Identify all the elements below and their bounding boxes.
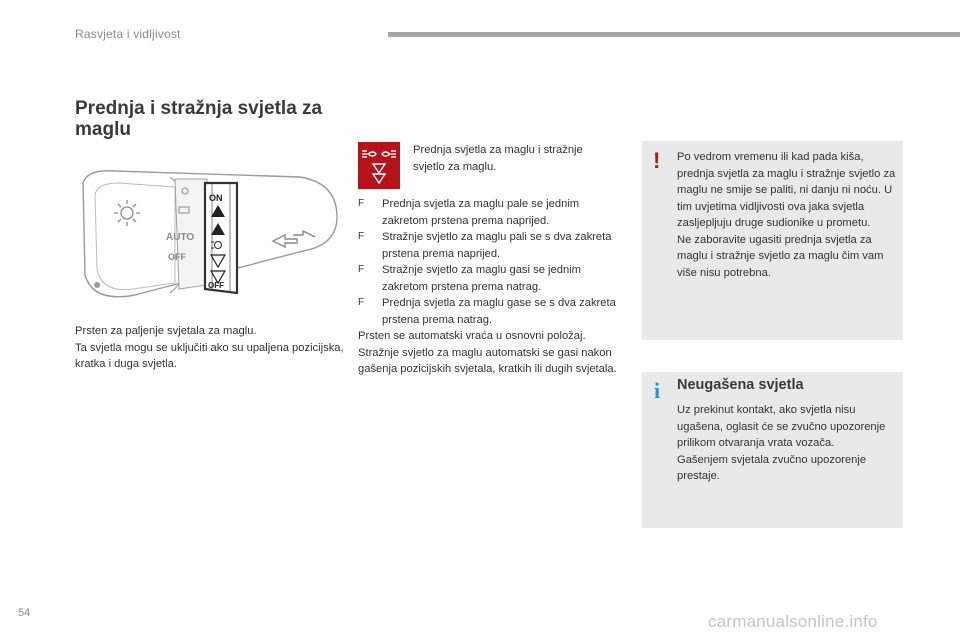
list-item: F Stražnje svjetlo za maglu pali se s dva zakreta prstena prema naprijed.: [358, 231, 612, 260]
chapter-title: Rasvjeta i vidljivost: [75, 27, 181, 41]
light-icon: [114, 200, 140, 226]
ring-label-off-left: OFF: [168, 252, 186, 262]
caption-line: Prsten za paljenje svjetala za maglu.: [75, 325, 257, 337]
page-number: 54: [18, 607, 31, 619]
list-item: F Prednja svjetla za maglu pale se jednim zakretom prstena prema naprijed.: [358, 198, 580, 227]
light-stalk-illustration: [75, 165, 340, 305]
warning-paragraph: Ne zaboravite ugasiti prednja svjetla za maglu i stražnje svjetlo za maglu čim vam više nisu potrebna.: [677, 233, 884, 279]
warning-paragraph: Po vedrom vremenu ili kad pada kiša, prednja svjetla za maglu i stražnje svjetlo za maglu ne smije se paliti, ni danju ni noću. U tim uvjetima vidljivosti ova jaka svjetla zasljepljuju druge sudionike u prometu.: [677, 151, 896, 229]
bullet-icon: F: [358, 264, 365, 275]
section-title: Prednja i stražnja svjetla za maglu: [75, 98, 323, 140]
illustration-caption: [75, 323, 345, 373]
light-stalk-drawing: [75, 165, 340, 305]
direction-arrows-icon: [273, 231, 315, 247]
ring-label-auto: AUTO: [166, 232, 195, 243]
info-icon: i: [654, 378, 661, 403]
list-item: F Prednja svjetla za maglu gase se s dva zakreta prstena prema natrag.: [358, 297, 616, 326]
header-divider: [388, 32, 960, 37]
bullet-icon: F: [358, 297, 365, 308]
instruction-note: Prsten se automatski vraća u osnovni položaj.: [358, 330, 586, 342]
info-paragraph: Gašenjem svjetala zvučno upozorenje prestaje.: [677, 453, 867, 482]
warning-icon: !: [653, 148, 661, 173]
info-text: [677, 402, 892, 485]
watermark: carmanualsonline.info: [708, 612, 878, 631]
fog-lights-label: Prednja svjetla za maglu i stražnje svjetlo za maglu.: [413, 144, 583, 173]
info-title: Neugašena svjetla: [677, 377, 804, 393]
bullet-icon: F: [358, 231, 365, 242]
list-item: F Stražnje svjetlo za maglu gasi se jednim zakretom prstena prema natrag.: [358, 264, 581, 293]
instruction-note: Stražnje svjetlo za maglu automatski se gasi nakon gašenja pozicijskih svjetala, kratkih ili dugih svjetala.: [358, 346, 617, 375]
warning-text: [677, 149, 897, 281]
instructions-list: [358, 196, 620, 378]
ring-label-off: OFF: [208, 281, 224, 290]
info-paragraph: Uz prekinut kontakt, ako svjetla nisu ugašena, oglasit će se zvučno upozorenje prilikom otvaranja vrata vozača.: [677, 404, 886, 449]
fog-lights-icon: [358, 142, 400, 189]
caption-line: Ta svjetla mogu se uključiti ako su upaljena pozicijska, kratka i duga svjetla.: [75, 341, 344, 370]
bullet-icon: F: [358, 198, 365, 209]
ring-label-on: ON: [209, 193, 223, 203]
